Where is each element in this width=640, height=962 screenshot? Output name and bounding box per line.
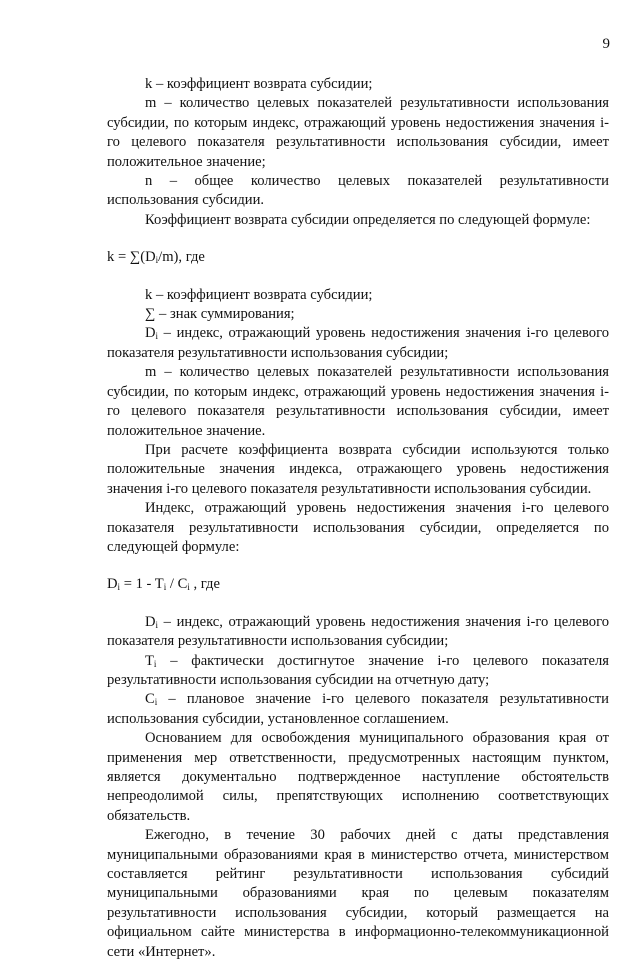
document-body: [107, 75, 609, 962]
paragraph-rating: Ежегодно, в течение 30 рабочих дней с даты представления муниципальными образованиями края в министерство отчета, министерством составляется рейтинг результативности использования субсидий муниципальными образованиями края по целевым показателям результативности использования субсидии, который размещается на официальном сайте министерства в информационно-телекоммуникационной сети «Интернет».: [107, 827, 609, 960]
formula-intro-d: Индекс, отражающий уровень недостижения значения i-го целевого показателя результативности использования субсидии, определяется по следующей формуле:: [107, 500, 609, 555]
definition-ti: $T_i$ – фактически достигнутое значение i-го целевого показателя результативности использования субсидии на отчетную дату;: [107, 652, 609, 688]
definition-k-2: k – коэффициент возврата субсидии;: [145, 286, 373, 303]
definition-di: $D_i$ – индекс, отражающий уровень недостижения значения i-го целевого показателя результативности использования субсидии;: [107, 325, 609, 361]
paragraph-force-majeure: Основанием для освобождения муниципального образования края от применения мер ответственности, предусмотренных настоящим пунктом, является документально подтвержденное наступление обстоятельств непреодолимой силы, препятствующих исполнению соответствующих обязательств.: [107, 730, 609, 824]
definition-m: m – количество целевых показателей результативности использования субсидии, по которым индекс, отражающий уровень недостижения значения i-го целевого показателя результативности использования субсидии, имеет положительное значение;: [107, 95, 609, 170]
definition-n: n – общее количество целевых показателей результативности использования субсидии.: [107, 173, 609, 209]
formula-intro-k: Коэффициент возврата субсидии определяется по следующей формуле:: [145, 211, 591, 228]
definition-di-2: $D_i$ – индекс, отражающий уровень недостижения значения i-го целевого показателя результативности использования субсидии;: [107, 613, 609, 650]
formula-d: $D_i = 1 - T_i / C_i$ , где: [107, 576, 220, 593]
page-number: 9: [602, 36, 610, 52]
definition-k: k – коэффициент возврата субсидии;: [145, 76, 373, 92]
definition-ci: $C_i$ – плановое значение i-го целевого показателя результативности использования субсидии, установленное соглашением.: [107, 691, 609, 727]
formula-k: $k = \sum(D_i/m)$, где: [107, 249, 205, 266]
definition-sum: ∑ – знак суммирования;: [145, 306, 295, 323]
definition-m-2: m – количество целевых показателей результативности использования субсидии, по которым индекс, отражающий уровень недостижения значения i-го целевого показателя результативности использования субсидии, имеет положительное значение.: [107, 364, 609, 439]
paragraph-positive-values: При расчете коэффициента возврата субсидии используются только положительные значения индекса, отражающего уровень недостижения значения i-го целевого показателя результативности использования субсидии.: [107, 441, 609, 497]
